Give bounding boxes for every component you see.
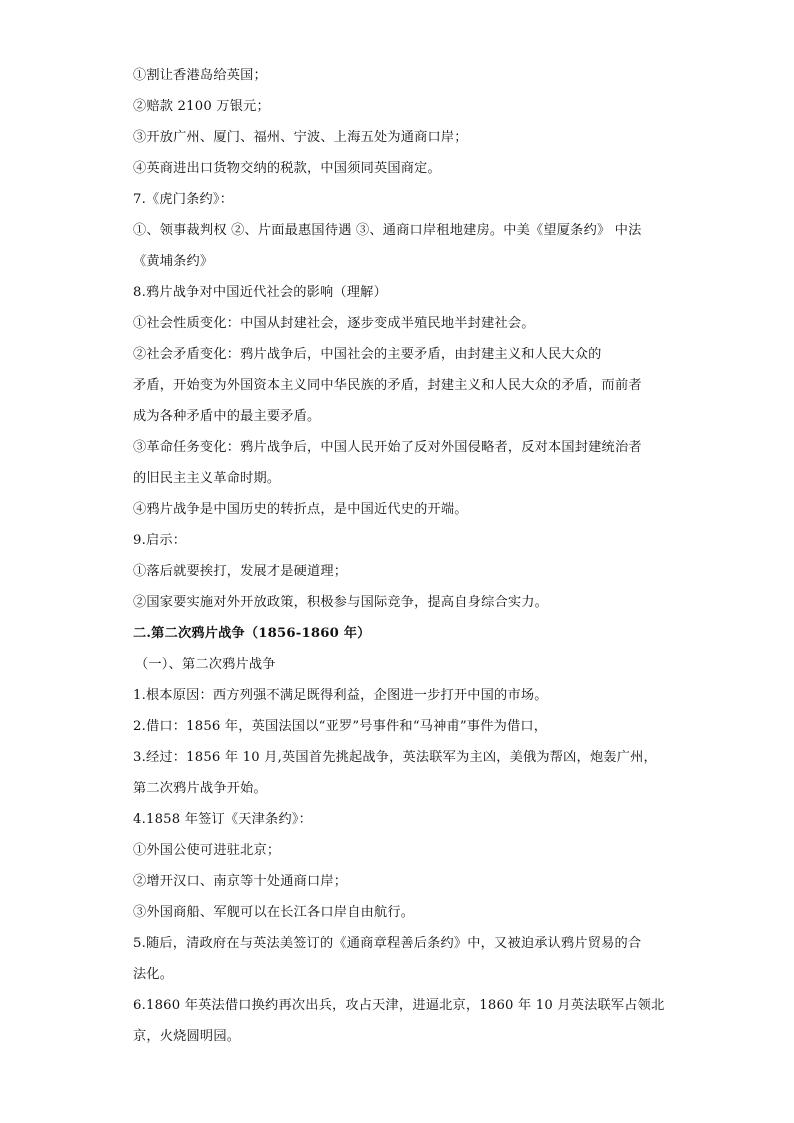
text-line-2: ②赔款 2100 万银元；	[133, 99, 270, 114]
text-line-30: 法化。	[133, 967, 174, 982]
text-line-1: ①割让香港岛给英国；	[133, 68, 267, 83]
text-line-26: ①外国公使可进驻北京；	[133, 843, 281, 858]
text-line-18: ②国家要实施对外开放政策，积极参与国际竞争，提高自身综合实力。	[133, 595, 549, 610]
text-line-31: 6.1860 年英法借口换约再次出兵，攻占天津，进逼北京，1860 年 10 月英法联军占领北	[133, 998, 665, 1013]
text-line-11: 矛盾，开始变为外国资本主义同中华民族的矛盾，封建主义和人民大众的矛盾，而前者	[133, 378, 642, 393]
subsection-heading: （一）、第二次鸦片战争	[135, 657, 276, 672]
text-line-3: ③开放广州、厦门、福州、宁波、上海五处为通商口岸；	[133, 130, 468, 145]
chapter-heading: 二.第二次鸦片战争（1856-1860 年）	[133, 626, 371, 641]
text-line-22: 2.借口：1856 年，英国法国以“亚罗”号事件和“马神甫”事件为借口，	[133, 719, 548, 734]
text-line-29: 5.随后，清政府在与英法美签订的《通商章程善后条约》中，又被迫承认鸦片贸易的合	[133, 936, 642, 951]
text-line-9: ①社会性质变化：中国从封建社会，逐步变成半殖民地半封建社会。	[133, 316, 535, 331]
text-line-27: ②增开汉口、南京等十处通商口岸；	[133, 874, 348, 889]
section-heading-7: 7.《虎门条约》：	[133, 192, 234, 207]
text-line-14: 的旧民主主义革命时期。	[133, 471, 281, 486]
text-line-24: 第二次鸦片战争开始。	[133, 781, 267, 796]
text-line-10: ②社会矛盾变化：鸦片战争后，中国社会的主要矛盾，由封建主义和人民大众的	[133, 347, 602, 362]
text-line-25: 4.1858 年签订《天津条约》：	[133, 812, 313, 827]
text-line-17: ①落后就要挨打，发展才是硬道理；	[133, 564, 348, 579]
text-line-4: ④英商进出口货物交纳的税款，中国须同英国商定。	[133, 161, 441, 176]
section-heading-9: 9.启示：	[133, 533, 187, 548]
text-line-13: ③革命任务变化：鸦片战争后，中国人民开始了反对外国侵略者，反对本国封建统治者	[133, 440, 642, 455]
text-line-12: 成为各种矛盾中的最主要矛盾。	[133, 409, 321, 424]
text-line-28: ③外国商船、军舰可以在长江各口岸自由航行。	[133, 905, 415, 920]
text-line-7: 《黄埔条约》	[133, 254, 214, 269]
text-line-21: 1.根本原因：西方列强不满足既得利益，企图进一步打开中国的市场。	[133, 688, 548, 703]
text-line-32: 京，火烧圆明园。	[133, 1029, 241, 1044]
document-page	[133, 60, 663, 1052]
text-line-15: ④鸦片战争是中国历史的转折点，是中国近代史的开端。	[133, 502, 468, 517]
text-line-6: ①、领事裁判权 ②、片面最惠国待遇 ③、通商口岸租地建房。中美《望厦条约》 中法	[133, 223, 642, 238]
text-line-23: 3.经过：1856 年 10 月,英国首先挑起战争，英法联军为主凶，美俄为帮凶，炮轰广州，	[133, 750, 657, 765]
section-heading-8: 8.鸦片战争对中国近代社会的影响（理解）	[133, 285, 387, 300]
